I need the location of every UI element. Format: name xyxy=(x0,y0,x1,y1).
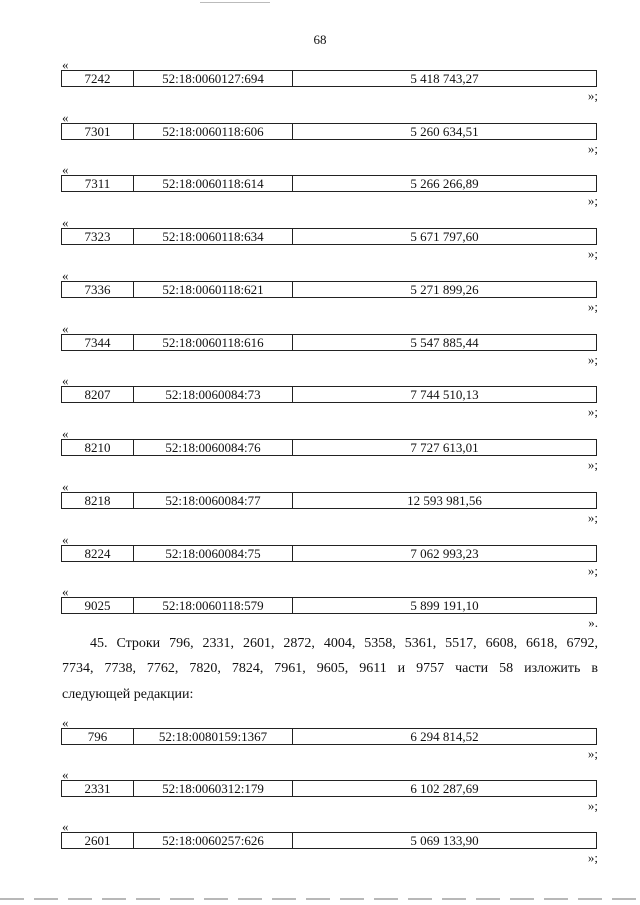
cadastral-value: 5 899 191,10 xyxy=(410,598,479,613)
open-quote: « xyxy=(62,532,69,547)
table-row-block xyxy=(0,216,640,268)
cadastral-number: 52:18:0060312:179 xyxy=(134,781,293,796)
close-quote: »; xyxy=(587,193,598,208)
close-quote: »; xyxy=(587,88,598,103)
row-number: 7336 xyxy=(62,282,134,297)
close-quote: »; xyxy=(587,798,598,813)
cadastral-number: 52:18:0060127:694 xyxy=(134,71,293,86)
row-number: 8210 xyxy=(62,440,134,455)
cadastral-value: 5 671 797,60 xyxy=(410,229,479,244)
paragraph-line: следующей редакции: xyxy=(62,687,194,702)
table-row-block xyxy=(0,163,640,215)
open-quote: « xyxy=(62,584,69,599)
row-number: 8224 xyxy=(62,546,134,561)
row-number: 7323 xyxy=(62,229,134,244)
row-number: 7344 xyxy=(62,335,134,350)
row-number: 8218 xyxy=(62,493,134,508)
cadastral-value: 5 069 133,90 xyxy=(410,833,479,848)
open-quote: « xyxy=(62,268,69,283)
cadastral-value: 6 102 287,69 xyxy=(410,781,479,796)
close-quote: »; xyxy=(587,457,598,472)
open-quote: « xyxy=(62,215,69,230)
open-quote: « xyxy=(62,767,69,782)
cadastral-value: 6 294 814,52 xyxy=(410,729,479,744)
open-quote: « xyxy=(62,110,69,125)
table-row-block xyxy=(0,533,640,585)
cadastral-number: 52:18:0080159:1367 xyxy=(134,729,293,744)
table-row xyxy=(61,334,597,351)
cadastral-number: 52:18:0060084:77 xyxy=(134,493,293,508)
table-row xyxy=(61,597,597,614)
paragraph-line: 45. Строки 796, 2331, 2601, 2872, 4004, 5358, 5361, 5517, 6608, 6618, 6792, xyxy=(90,636,598,651)
cadastral-value: 5 266 266,89 xyxy=(410,176,479,191)
close-quote: »; xyxy=(587,746,598,761)
row-number: 2331 xyxy=(62,781,134,796)
table-row xyxy=(61,386,597,403)
cadastral-value: 5 271 899,26 xyxy=(410,282,479,297)
row-number: 7311 xyxy=(62,176,134,191)
cadastral-number: 52:18:0060118:616 xyxy=(134,335,293,350)
table-row xyxy=(61,780,597,797)
paragraph-line: 7734, 7738, 7762, 7820, 7824, 7961, 9605, 9611 и 9757 части 58 изложить в xyxy=(62,661,598,676)
cadastral-number: 52:18:0060118:606 xyxy=(134,124,293,139)
row-number: 7301 xyxy=(62,124,134,139)
cadastral-value: 12 593 981,56 xyxy=(407,493,482,508)
table-row xyxy=(61,492,597,509)
cadastral-value: 5 260 634,51 xyxy=(410,124,479,139)
table-row-block xyxy=(0,480,640,532)
table-row xyxy=(61,439,597,456)
table-row-block xyxy=(0,427,640,479)
table-row-block xyxy=(0,374,640,426)
table-row xyxy=(61,70,597,87)
cadastral-number: 52:18:0060118:621 xyxy=(134,282,293,297)
scan-artifact-bottom xyxy=(0,898,640,900)
cadastral-value: 7 062 993,23 xyxy=(410,546,479,561)
close-quote: »; xyxy=(587,141,598,156)
table-row xyxy=(61,228,597,245)
open-quote: « xyxy=(62,321,69,336)
table-row-block xyxy=(0,585,640,637)
cadastral-number: 52:18:0060118:614 xyxy=(134,176,293,191)
cadastral-value: 5 547 885,44 xyxy=(410,335,479,350)
table-row xyxy=(61,175,597,192)
cadastral-number: 52:18:0060118:634 xyxy=(134,229,293,244)
table-row-block xyxy=(0,111,640,163)
table-row-block xyxy=(0,269,640,321)
cadastral-number: 52:18:0060084:73 xyxy=(134,387,293,402)
cadastral-value: 5 418 743,27 xyxy=(410,71,479,86)
close-quote: »; xyxy=(587,510,598,525)
open-quote: « xyxy=(62,819,69,834)
final-quote: ». xyxy=(588,615,598,630)
close-quote: »; xyxy=(587,246,598,261)
cadastral-value: 7 727 613,01 xyxy=(410,440,479,455)
row-number: 2601 xyxy=(62,833,134,848)
row-number: 9025 xyxy=(62,598,134,613)
close-quote: »; xyxy=(587,850,598,865)
cadastral-number: 52:18:0060084:75 xyxy=(134,546,293,561)
open-quote: « xyxy=(62,162,69,177)
table-row xyxy=(61,281,597,298)
table-row-block xyxy=(0,58,640,110)
page-number: 68 xyxy=(313,32,327,47)
cadastral-number: 52:18:0060084:76 xyxy=(134,440,293,455)
open-quote: « xyxy=(62,57,69,72)
close-quote: »; xyxy=(587,404,598,419)
table-row xyxy=(61,832,597,849)
table-row-block xyxy=(0,322,640,374)
table-row-block xyxy=(0,768,640,820)
open-quote: « xyxy=(62,479,69,494)
open-quote: « xyxy=(62,426,69,441)
table-row xyxy=(61,728,597,745)
close-quote: »; xyxy=(587,563,598,578)
open-quote: « xyxy=(62,373,69,388)
cadastral-number: 52:18:0060257:626 xyxy=(134,833,293,848)
row-number: 796 xyxy=(62,729,134,744)
table-row-block xyxy=(0,716,640,768)
row-number: 8207 xyxy=(62,387,134,402)
table-row-block xyxy=(0,820,640,872)
table-row xyxy=(61,123,597,140)
scan-artifact-top xyxy=(200,2,270,3)
close-quote: »; xyxy=(587,352,598,367)
table-row xyxy=(61,545,597,562)
row-number: 7242 xyxy=(62,71,134,86)
open-quote: « xyxy=(62,715,69,730)
close-quote: »; xyxy=(587,299,598,314)
cadastral-value: 7 744 510,13 xyxy=(410,387,479,402)
cadastral-number: 52:18:0060118:579 xyxy=(134,598,293,613)
